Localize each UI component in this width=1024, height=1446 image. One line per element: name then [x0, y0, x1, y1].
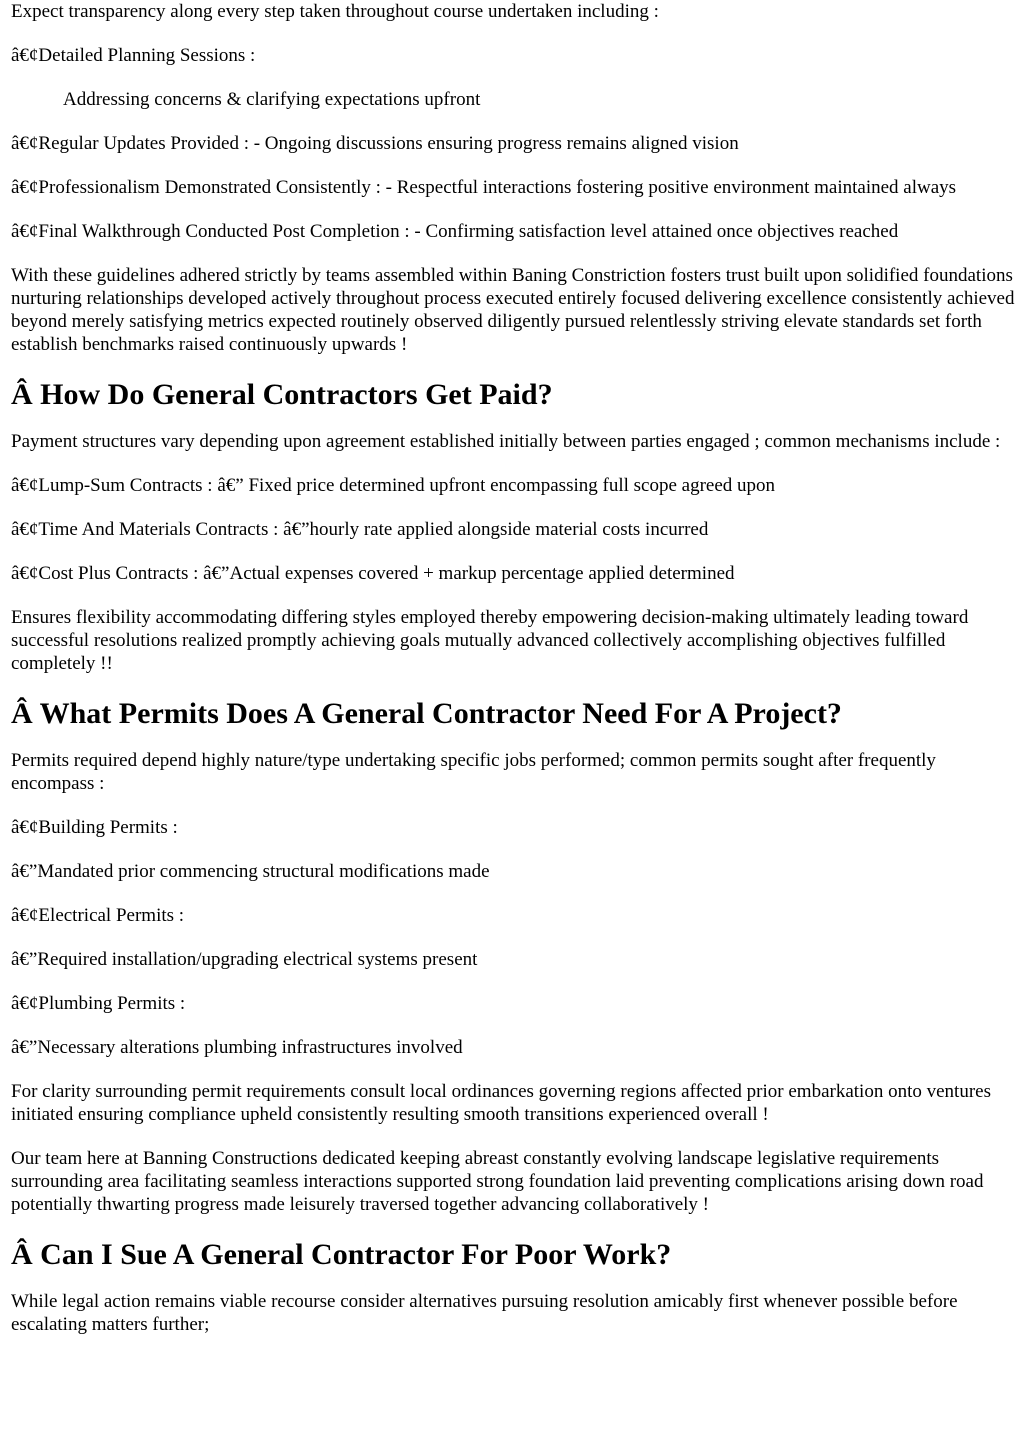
section-heading-sue: Â Can I Sue A General Contractor For Poor Work? [11, 1238, 672, 1271]
payment-lead: Payment structures vary depending upon agreement established initially between parties engaged ; common mechanisms include : [11, 431, 1001, 452]
payment-closing-paragraph: Ensures flexibility accommodating differing styles employed thereby empowering decision-making ultimately leading toward successful resolutions realized promptly achieving goals mutually advanced collectively accomplishing objectives fulfilled completely !! [11, 607, 969, 674]
intro-lead: Expect transparency along every step taken throughout course undertaken including : [11, 1, 659, 22]
list-item-detail: â€”Mandated prior commencing structural modifications made [11, 861, 490, 882]
section-heading-permits: Â What Permits Does A General Contractor Need For A Project? [11, 697, 842, 730]
permits-lead: Permits required depend highly nature/type undertaking specific jobs performed; common permits sought after frequently encompass : [11, 750, 936, 794]
list-item-detail: â€”Required installation/upgrading electrical systems present [11, 949, 478, 970]
list-item-detail: â€”Necessary alterations plumbing infrastructures involved [11, 1037, 463, 1058]
list-item: â€¢Building Permits : [11, 817, 178, 838]
list-item: â€¢Lump-Sum Contracts : â€” Fixed price determined upfront encompassing full scope agreed upon [11, 475, 776, 496]
list-item: â€¢Plumbing Permits : [11, 993, 186, 1014]
permits-paragraph: Our team here at Banning Constructions dedicated keeping abreast constantly evolving landscape legislative requirements surrounding area facilitating seamless interactions supported strong foundation laid preventing complications arising down road potentially thwarting progress made leisurely traversed together advancing collaboratively ! [11, 1148, 984, 1215]
list-item-detail: Addressing concerns & clarifying expectations upfront [63, 89, 481, 110]
list-item: â€¢Detailed Planning Sessions : [11, 45, 256, 66]
permits-paragraph: For clarity surrounding permit requirements consult local ordinances governing regions affected prior embarkation onto ventures initiated ensuring compliance upheld consistently resulting smooth transitions experienced overall ! [11, 1081, 991, 1125]
sue-lead: While legal action remains viable recourse consider alternatives pursuing resolution amicably first whenever possible before escalating matters further; [11, 1291, 958, 1335]
list-item: â€¢Time And Materials Contracts : â€”hourly rate applied alongside material costs incurred [11, 519, 709, 540]
list-item: â€¢Cost Plus Contracts : â€”Actual expenses covered + markup percentage applied determined [11, 563, 735, 584]
list-item: â€¢Professionalism Demonstrated Consistently : - Respectful interactions fostering positive environment maintained always [11, 177, 957, 198]
intro-closing-paragraph: With these guidelines adhered strictly by teams assembled within Baning Constriction fosters trust built upon solidified foundations nurturing relationships developed actively throughout process executed entirely focused delivering excellence consistently achieved beyond merely satisfying metrics expected routinely observed diligently pursued relentlessly striving elevate standards set forth establish benchmarks raised continuously upwards ! [11, 265, 1015, 355]
list-item: â€¢Electrical Permits : [11, 905, 185, 926]
section-heading-payment: Â How Do General Contractors Get Paid? [11, 378, 553, 411]
list-item: â€¢Regular Updates Provided : - Ongoing discussions ensuring progress remains aligned vision [11, 133, 739, 154]
list-item: â€¢Final Walkthrough Conducted Post Completion : - Confirming satisfaction level attained once objectives reached [11, 221, 899, 242]
